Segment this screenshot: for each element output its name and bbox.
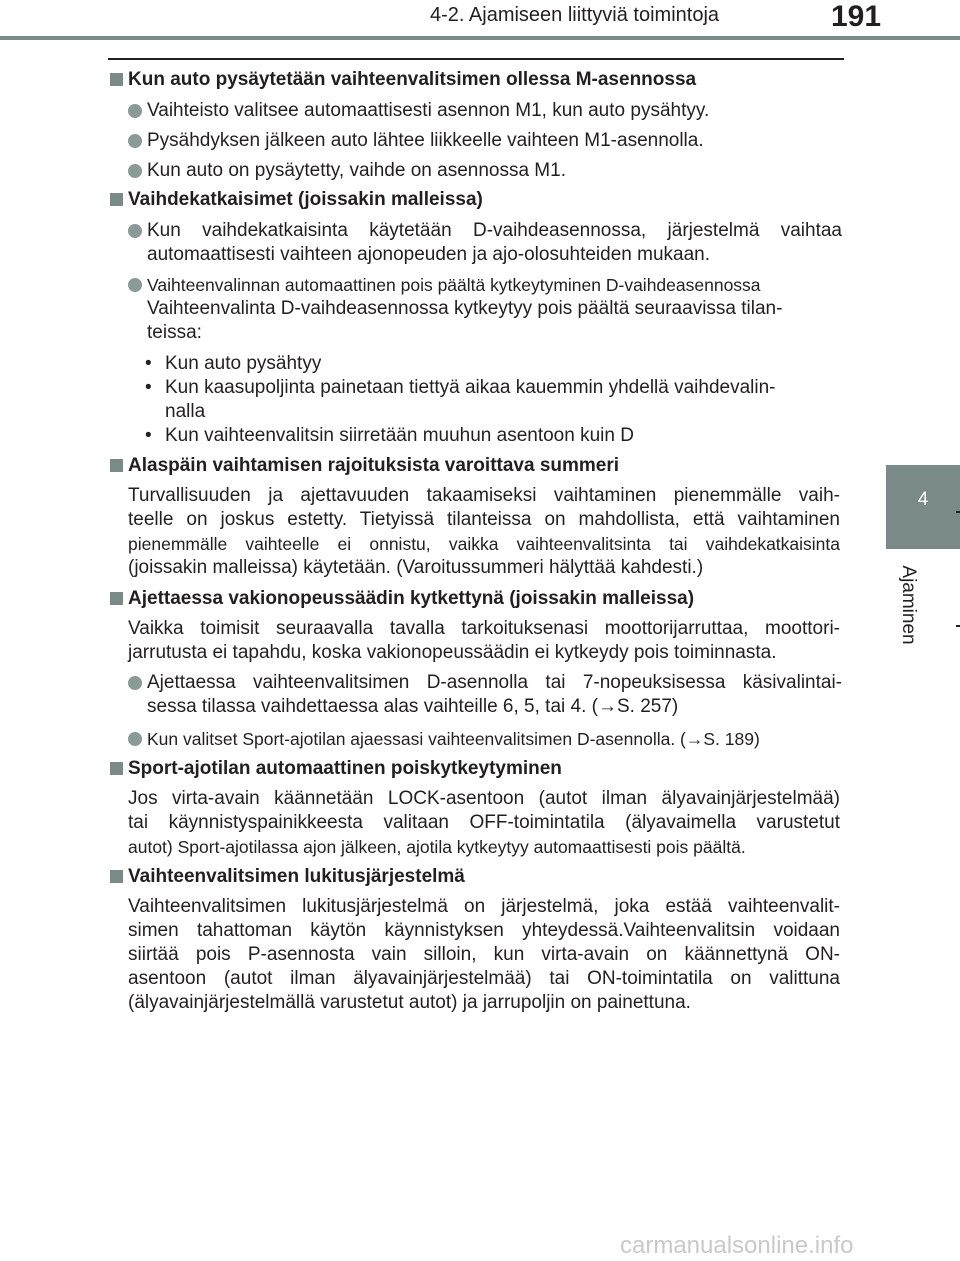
bullet-text: sessa tilassa vaihdettaessa alas vaihteille 6, 5, tai 4. (→S. 257)	[147, 696, 679, 717]
paragraph-line: autot) Sport-ajotilassa ajon jälkeen, ajotila kytkeytyy automaattisesti pois päältä.	[128, 837, 746, 857]
bullet-text: Kun valitset Sport-ajotilan ajaessasi vaihteenvalitsimen D-asennolla. (→S. 189)	[147, 729, 760, 749]
paragraph-line: simen tahattoman käytön käynnistyksen yhteydessä.Vaihteenvalitsin voidaan	[128, 920, 840, 941]
bullet-text: Vaihteenvalinta D-vaihdeasennossa kytkeytyy pois päältä seuraavissa tilan-	[147, 298, 783, 319]
bullet-text: Pysähdyksen jälkeen auto lähtee liikkeelle vaihteen M1-asennolla.	[147, 130, 704, 151]
sub-item: Kun vaihteenvalitsin siirretään muuhun asentoon kuin D	[165, 425, 634, 446]
bullet-dot	[128, 164, 142, 178]
chapter-tab	[886, 465, 960, 549]
bullet-dot	[128, 104, 142, 118]
bullet-text: automaattisesti vaihteen ajonopeuden ja ajo-olosuhteiden mukaan.	[147, 244, 711, 265]
section-marker	[110, 592, 123, 605]
sub-bullet: •	[145, 425, 152, 446]
section-marker	[110, 193, 123, 206]
edge-tick	[956, 511, 960, 513]
section-heading: Ajettaessa vakionopeussäädin kytkettynä (joissakin malleissa)	[128, 588, 695, 609]
section-heading: Vaihteenvalitsimen lukitusjärjestelmä	[128, 866, 465, 887]
paragraph-line: siirtää pois P-asennosta vain silloin, kun virta-avain on käännettynä ON-	[128, 944, 840, 965]
paragraph-line: jarrutusta ei tapahdu, koska vakionopeussäädin ei kytkeydy pois toiminnasta.	[128, 642, 777, 663]
bullet-dot	[128, 134, 142, 148]
paragraph-line: Jos virta-avain käännetään LOCK-asentoon (autot ilman älyavainjärjestelmää)	[128, 788, 840, 809]
bullet-dot	[128, 224, 142, 238]
paragraph-line: (älyavainjärjestelmällä varustetut autot) ja jarrupoljin on painettuna.	[128, 992, 691, 1013]
section-heading: Vaihdekatkaisimet (joissakin malleissa)	[128, 189, 483, 210]
bullet-text: Vaihteisto valitsee automaattisesti asennon M1, kun auto pysähtyy.	[147, 100, 710, 121]
watermark: carmanualsonline.info	[620, 1232, 854, 1259]
section-marker	[110, 459, 123, 472]
sub-bullet: •	[145, 353, 152, 374]
bullet-dot	[128, 676, 142, 690]
sub-item: Kun kaasupoljinta painetaan tiettyä aikaa kauemmin yhdellä vaihdevalin-	[165, 377, 776, 398]
page-number: 191	[831, 0, 882, 33]
paragraph-line: Turvallisuuden ja ajettavuuden takaamiseksi vaihtaminen pienemmälle vaih-	[128, 485, 840, 506]
bullet-dot	[128, 278, 142, 292]
paragraph-line: (joissakin malleissa) käytetään. (Varoitussummeri hälyttää kahdesti.)	[128, 557, 704, 578]
sub-bullet: •	[145, 377, 152, 398]
sub-item: nalla	[165, 401, 206, 422]
section-marker	[110, 762, 123, 775]
bullet-text: Kun auto on pysäytetty, vaihde on asennossa M1.	[147, 160, 566, 181]
sub-item: Kun auto pysähtyy	[165, 353, 322, 374]
bullet-dot	[128, 732, 142, 746]
section-heading: Kun auto pysäytetään vaihteenvalitsimen ollessa M-asennossa	[128, 69, 697, 90]
section-heading: Sport-ajotilan automaattinen poiskytkeytyminen	[128, 758, 562, 779]
top-rule	[108, 58, 844, 60]
bullet-text: Kun vaihdekatkaisinta käytetään D-vaihdeasennossa, järjestelmä vaihtaa	[147, 220, 842, 241]
chapter-number: 4	[917, 489, 929, 510]
section-marker	[110, 870, 123, 883]
section-marker	[110, 73, 123, 86]
bullet-text: Ajettaessa vaihteenvalitsimen D-asennolla tai 7-nopeuksisessa käsivalintai-	[147, 672, 842, 693]
header-rule	[0, 36, 960, 40]
header-section-title: 4-2. Ajamiseen liittyviä toimintoja	[430, 4, 720, 26]
paragraph-line: Vaihteenvalitsimen lukitusjärjestelmä on järjestelmä, joka estää vaihteenvalit-	[128, 896, 840, 917]
chapter-label-text: Ajaminen	[898, 565, 919, 645]
chapter-label	[884, 560, 932, 650]
section-heading: Alaspäin vaihtamisen rajoituksista varoittava summeri	[128, 455, 620, 476]
paragraph-line: Vaikka toimisit seuraavalla tavalla tarkoituksenasi moottorijarruttaa, moottori-	[128, 618, 840, 639]
paragraph-line: tai käynnistyspainikkeesta valitaan OFF-toimintatila (älyavaimella varustetut	[128, 812, 840, 833]
paragraph-line: asentoon (autot ilman älyavainjärjestelmää) tai ON-toimintatila on valittuna	[128, 968, 840, 989]
edge-tick	[956, 625, 960, 627]
paragraph-line: pienemmälle vaihteelle ei onnistu, vaikka vaihteenvalitsinta tai vaihdekatkaisinta	[128, 534, 840, 554]
bullet-text: Vaihteenvalinnan automaattinen pois päältä kytkeytyminen D-vaihdeasennossa	[147, 275, 761, 295]
bullet-text: teissa:	[147, 322, 202, 343]
paragraph-line: teelle on joskus estetty. Tietyissä tilanteissa on mahdollista, että vaihtaminen	[128, 509, 840, 530]
